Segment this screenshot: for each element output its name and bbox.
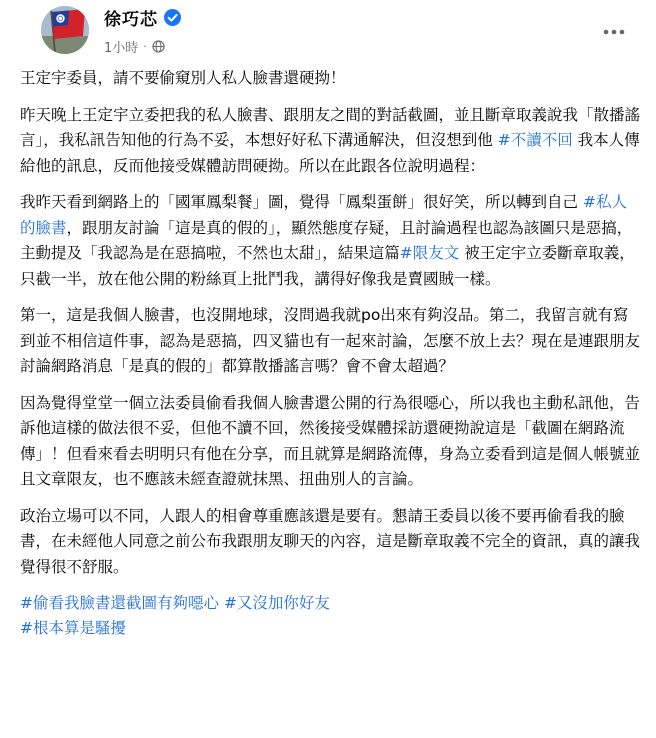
paragraph-3: 第一，這是我個人臉書，也沒開地球，沒問過我就po出來有夠沒品。第二，我留言就有寫到並不相信這件事，認為是惡搞，四叉貓也有一起來討論，怎麼不放上去？現在是連跟朋友討論網路消息「是真的假的」都算散播謠言嗎？會不會太超過？: [20, 306, 641, 375]
hashtag-link[interactable]: #私人的臉書: [20, 193, 627, 237]
paragraph-1-text-b: 我本人傳給他的訊息，反而他接受媒體訪問硬拗。所以在此跟各位說明過程：: [20, 131, 640, 175]
hashtag-row: [20, 591, 640, 616]
paragraph-2-text-b: ，跟朋友討論「這是真的假的」，顯然態度存疑，且討論過程也認為該圖只是惡搞，主動提及「我認為是在惡搞啦，不然也太甜」，結果這篇: [20, 218, 633, 262]
globe-icon[interactable]: [152, 40, 165, 53]
post-meta: [104, 37, 165, 56]
paragraph-2-text-c: 被王定宇立委斷章取義，只截一半，放在他公開的粉絲頁上批鬥我，講得好像我是賣國賊一樣。: [20, 244, 635, 288]
hashtag-list: [20, 591, 640, 641]
hashtag-link[interactable]: #偷看我臉書還截圖有夠噁心: [20, 594, 219, 612]
post-timestamp[interactable]: 1小時: [104, 41, 139, 56]
post-title: 王定宇委員，請不要偷窺別人私人臉書還硬拗！: [20, 69, 346, 87]
meta-separator: ·: [143, 40, 147, 53]
paragraph-1: [20, 103, 640, 180]
post-header: [20, 0, 640, 66]
paragraph-4: 因為覺得堂堂一個立法委員偷看我個人臉書還公開的行為很噁心，所以我也主動私訊他，告訴他這樣的做法很不妥，但他不讀不回，然後接受媒體採訪還硬拗說這是「截圖在網路流傳」！但看來看去明明只有他在分享，而且就算是網路流傳，身為立委看到這是個人帳號並且文章限友，也不應該未經查證就抹黑、扭曲別人的言論。: [20, 393, 641, 488]
author-name[interactable]: 徐巧芯: [104, 10, 158, 30]
paragraph-2: [20, 190, 640, 292]
paragraph-1-text-a: 昨天晚上王定宇立委把我的私人臉書、跟朋友之間的對話截圖，並且斷章取義說我「散播謠言」，我私訊告知他的行為不妥，本想好好私下溝通解決，但沒想到他: [20, 105, 641, 149]
hashtag-link[interactable]: #不讀不回: [497, 131, 573, 149]
author-line: [104, 5, 181, 30]
hashtag-link[interactable]: #根本算是騷擾: [20, 619, 126, 637]
hashtag-link[interactable]: #限友文: [399, 244, 460, 262]
hashtag-link[interactable]: #又沒加你好友: [223, 594, 330, 612]
more-options-button[interactable]: [596, 14, 632, 50]
verified-badge-icon: [164, 9, 181, 26]
hashtag-row: [20, 616, 640, 641]
paragraph-5: 政治立場可以不同，人跟人的相會尊重應該還是要有。懇請王委員以後不要再偷看我的臉書，在未經他人同意之前公布我跟朋友聊天的內容，這是斷章取義不完全的資訊，真的讓我覺得很不舒服。: [20, 506, 641, 576]
paragraph-2-text-a: 我昨天看到網路上的「國軍鳳梨餐」圖，覺得「鳳梨蛋餅」很好笑，所以轉到自己: [20, 193, 579, 211]
more-options-icon: [603, 29, 625, 35]
post-body: [20, 66, 640, 641]
author-avatar[interactable]: [41, 6, 89, 54]
flag-avatar-icon: [41, 6, 89, 54]
